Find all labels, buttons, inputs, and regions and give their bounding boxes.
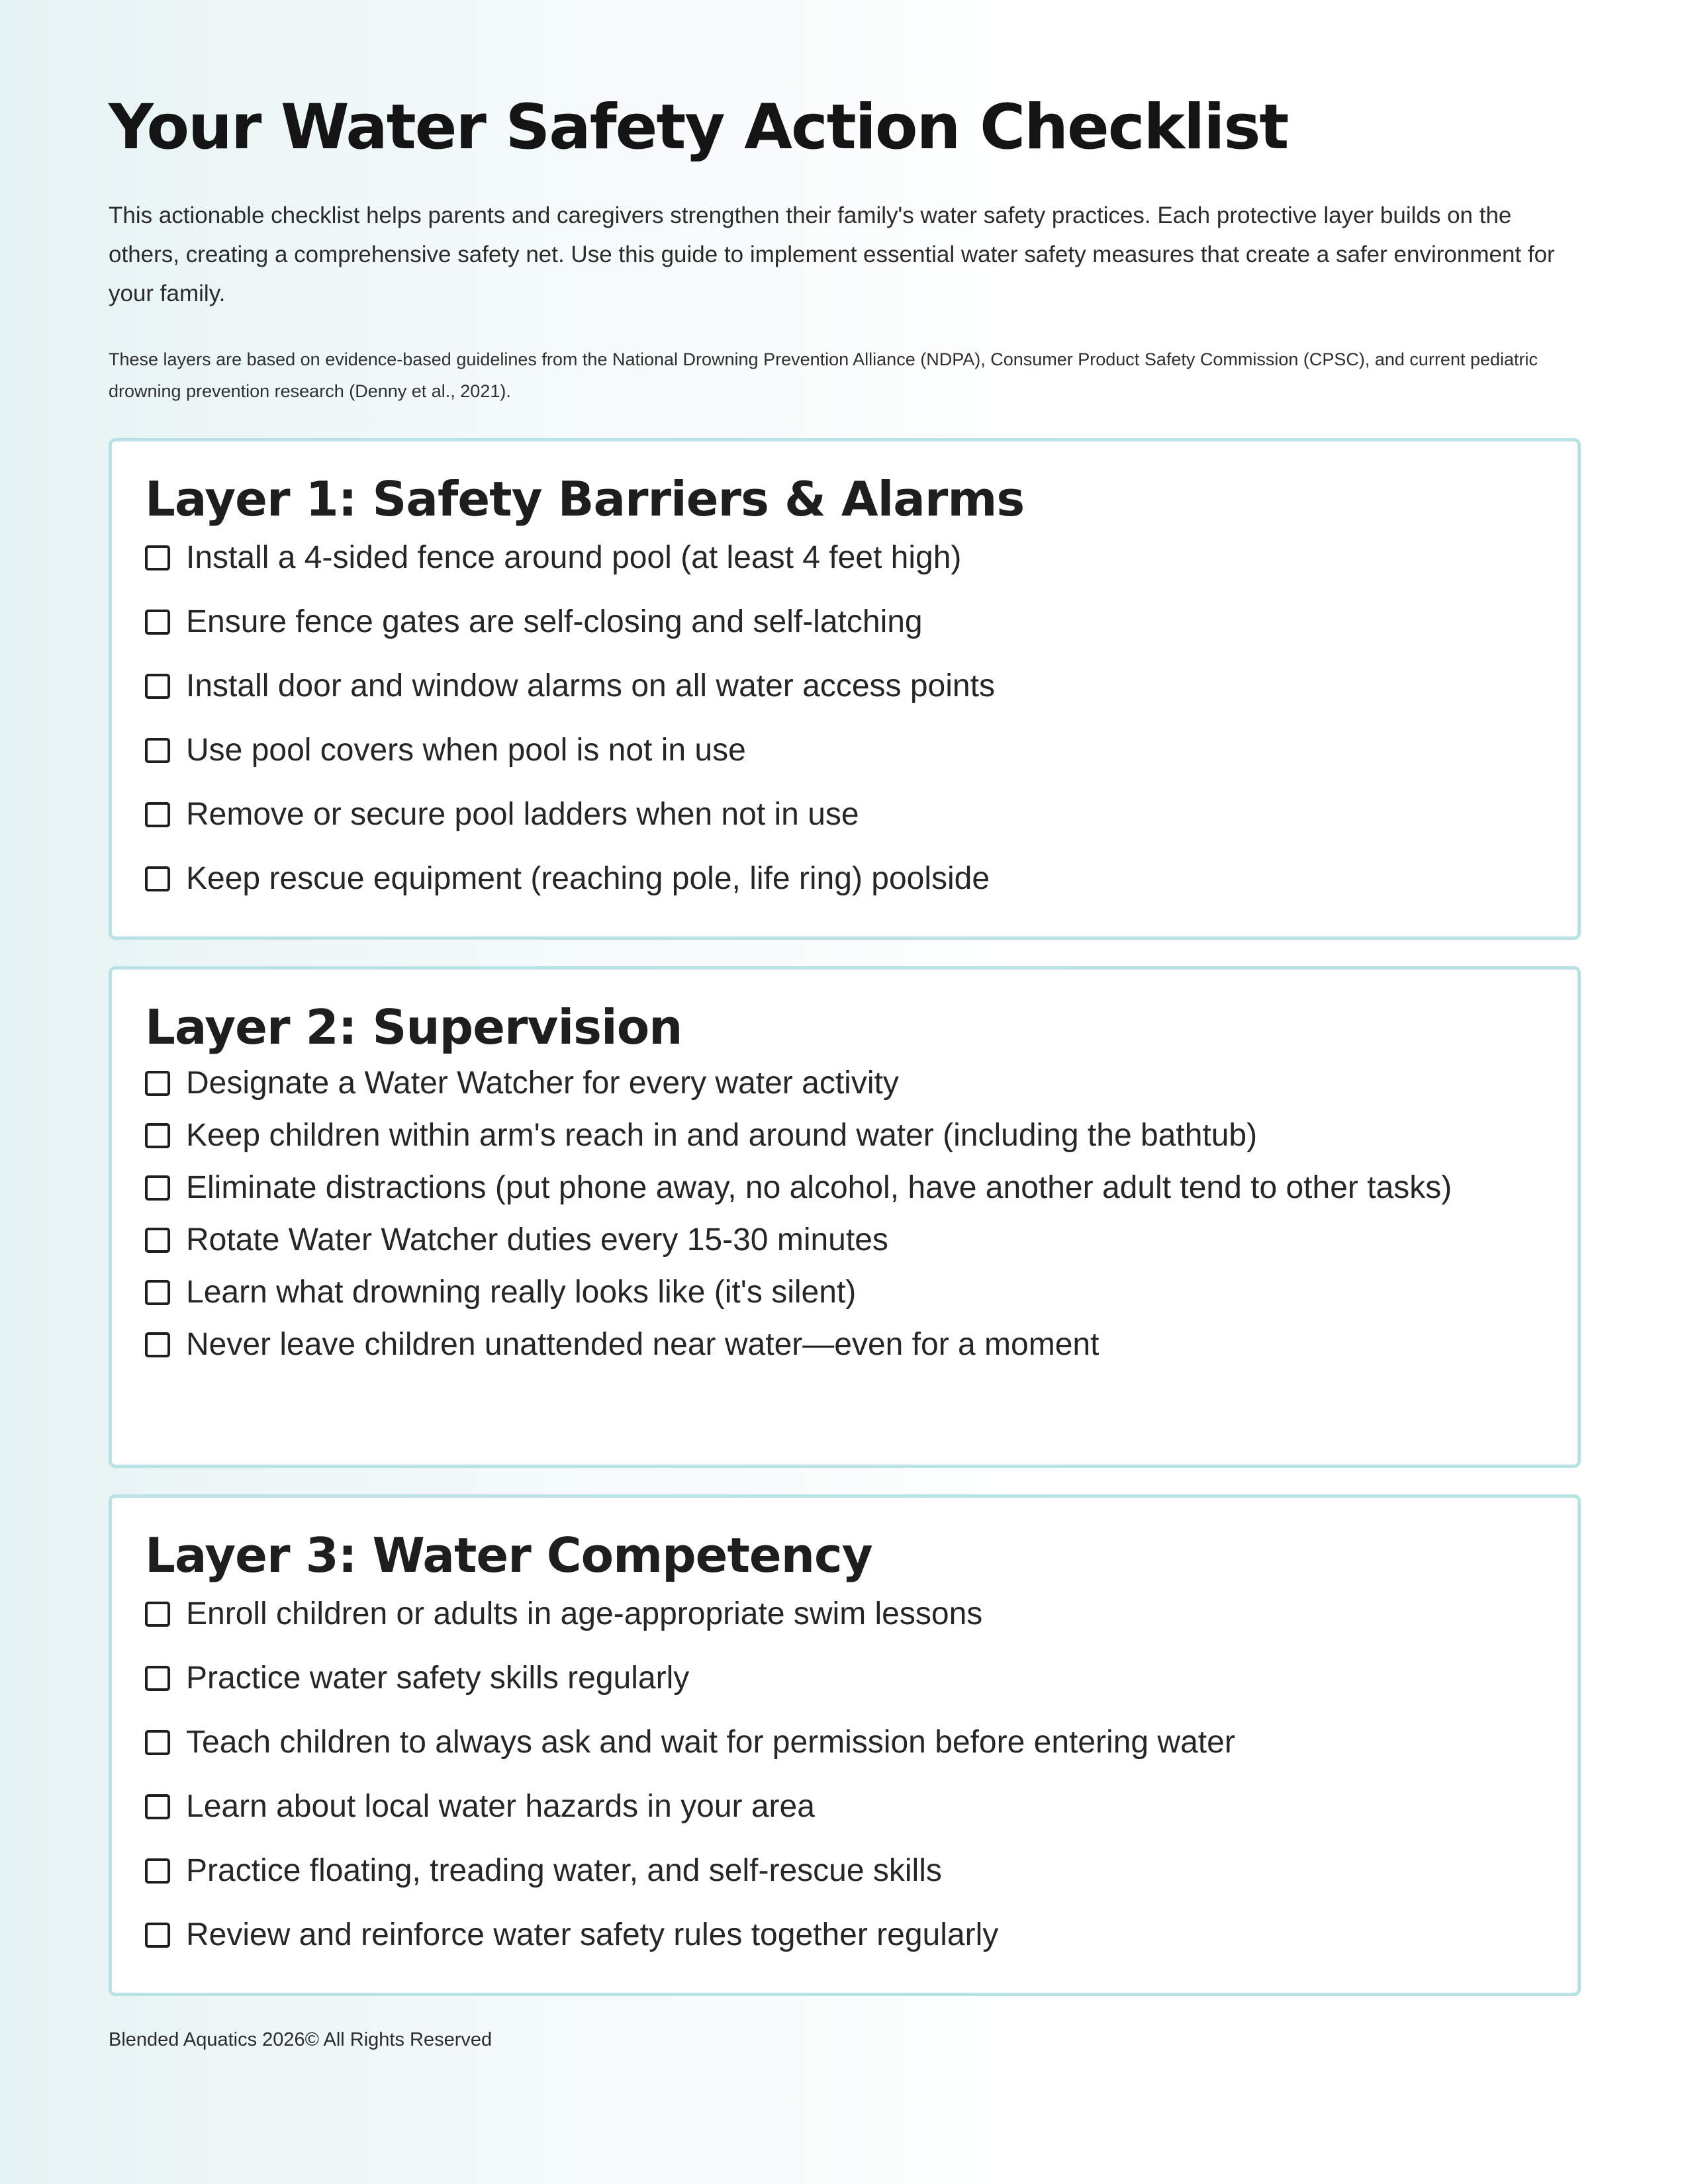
checkbox[interactable] xyxy=(145,1858,170,1884)
checklist-item-label: Never leave children unattended near water—even for a moment xyxy=(186,1327,1100,1362)
page-title: Your Water Safety Action Checklist xyxy=(109,91,1288,163)
checklist-page xyxy=(109,85,1581,1952)
checklist-item-label: Learn what drowning really looks like (it's silent) xyxy=(186,1275,857,1310)
checklist-item-label: Install a 4-sided fence around pool (at least 4 feet high) xyxy=(186,540,962,575)
checklist-item[interactable] xyxy=(145,664,1577,709)
checklist-item-label: Enroll children or adults in age-appropriate swim lessons xyxy=(186,1596,983,1631)
source-note: These layers are based on evidence-based guidelines from the National Drowning Prevention Alliance (NDPA), Consumer Product Safety Commission (CPSC), and current pediatric drowning prevention research (Denny et al., 2021). xyxy=(109,349,1538,401)
checkbox[interactable] xyxy=(145,1794,170,1819)
copyright-footer: Blended Aquatics 2026© All Rights Reserved xyxy=(109,2029,492,2050)
checkbox[interactable] xyxy=(145,1666,170,1691)
checklist-item[interactable] xyxy=(145,1168,1577,1208)
checkbox[interactable] xyxy=(145,1730,170,1755)
checklist-item-label: Eliminate distractions (put phone away, no alcohol, have another adult tend to other tasks) xyxy=(186,1170,1452,1205)
layer-2-card xyxy=(109,966,1581,1468)
layer-1-card xyxy=(109,438,1581,940)
checklist-item[interactable] xyxy=(145,1273,1577,1312)
checklist-item[interactable] xyxy=(145,1116,1577,1156)
layer-2-checklist xyxy=(145,1064,1577,1365)
layer-3-checklist xyxy=(145,1592,1577,1958)
checklist-item-label: Teach children to always ask and wait for permission before entering water xyxy=(186,1725,1235,1760)
checklist-item-label: Ensure fence gates are self-closing and self-latching xyxy=(186,604,923,639)
checkbox[interactable] xyxy=(145,1280,170,1305)
checkbox[interactable] xyxy=(145,674,170,699)
checklist-item[interactable] xyxy=(145,600,1577,645)
checklist-item-label: Rotate Water Watcher duties every 15-30 minutes xyxy=(186,1222,888,1257)
checklist-item-label: Install door and window alarms on all water access points xyxy=(186,668,995,704)
checklist-item-label: Learn about local water hazards in your area xyxy=(186,1789,815,1824)
checklist-item[interactable] xyxy=(145,1784,1577,1829)
layer-2-title: Layer 2: Supervision xyxy=(145,999,682,1055)
layer-1-checklist xyxy=(145,535,1577,901)
checkbox[interactable] xyxy=(145,545,170,570)
checklist-item[interactable] xyxy=(145,856,1577,901)
checklist-item[interactable] xyxy=(145,1720,1577,1765)
layer-3-card xyxy=(109,1494,1581,1996)
checklist-item-label: Keep children within arm's reach in and around water (including the bathtub) xyxy=(186,1118,1258,1153)
checkbox[interactable] xyxy=(145,1071,170,1096)
checklist-item[interactable] xyxy=(145,1325,1577,1365)
checklist-item[interactable] xyxy=(145,535,1577,580)
checkbox[interactable] xyxy=(145,866,170,891)
checklist-item-label: Remove or secure pool ladders when not in use xyxy=(186,797,859,832)
checklist-item-label: Designate a Water Watcher for every water activity xyxy=(186,1066,899,1101)
layer-3-title: Layer 3: Water Competency xyxy=(145,1527,872,1583)
checklist-item-label: Practice floating, treading water, and self-rescue skills xyxy=(186,1853,942,1888)
checkbox[interactable] xyxy=(145,802,170,827)
checklist-item-label: Practice water safety skills regularly xyxy=(186,1661,690,1696)
checklist-item-label: Review and reinforce water safety rules together regularly xyxy=(186,1917,999,1952)
checklist-item[interactable] xyxy=(145,1064,1577,1103)
checklist-item[interactable] xyxy=(145,1848,1577,1893)
checkbox[interactable] xyxy=(145,1602,170,1627)
checklist-item[interactable] xyxy=(145,792,1577,837)
checkbox[interactable] xyxy=(145,1123,170,1148)
checklist-item[interactable] xyxy=(145,1592,1577,1637)
intro-paragraph: This actionable checklist helps parents and caregivers strengthen their family's water safety practices. Each protective layer builds on the others, creating a comprehensive safety net. Use this guide to implement essential water safety measures that create a safer environment for your family. xyxy=(109,203,1555,306)
checkbox[interactable] xyxy=(145,1175,170,1201)
checklist-item[interactable] xyxy=(145,1913,1577,1958)
layer-1-title: Layer 1: Safety Barriers & Alarms xyxy=(145,471,1025,527)
checklist-item-label: Keep rescue equipment (reaching pole, life ring) poolside xyxy=(186,861,990,896)
checkbox[interactable] xyxy=(145,1228,170,1253)
checkbox[interactable] xyxy=(145,1332,170,1357)
checklist-item[interactable] xyxy=(145,1656,1577,1701)
checklist-item-label: Use pool covers when pool is not in use xyxy=(186,733,746,768)
checkbox[interactable] xyxy=(145,610,170,635)
checklist-item[interactable] xyxy=(145,728,1577,773)
checkbox[interactable] xyxy=(145,738,170,763)
checklist-item[interactable] xyxy=(145,1220,1577,1260)
checkbox[interactable] xyxy=(145,1923,170,1948)
